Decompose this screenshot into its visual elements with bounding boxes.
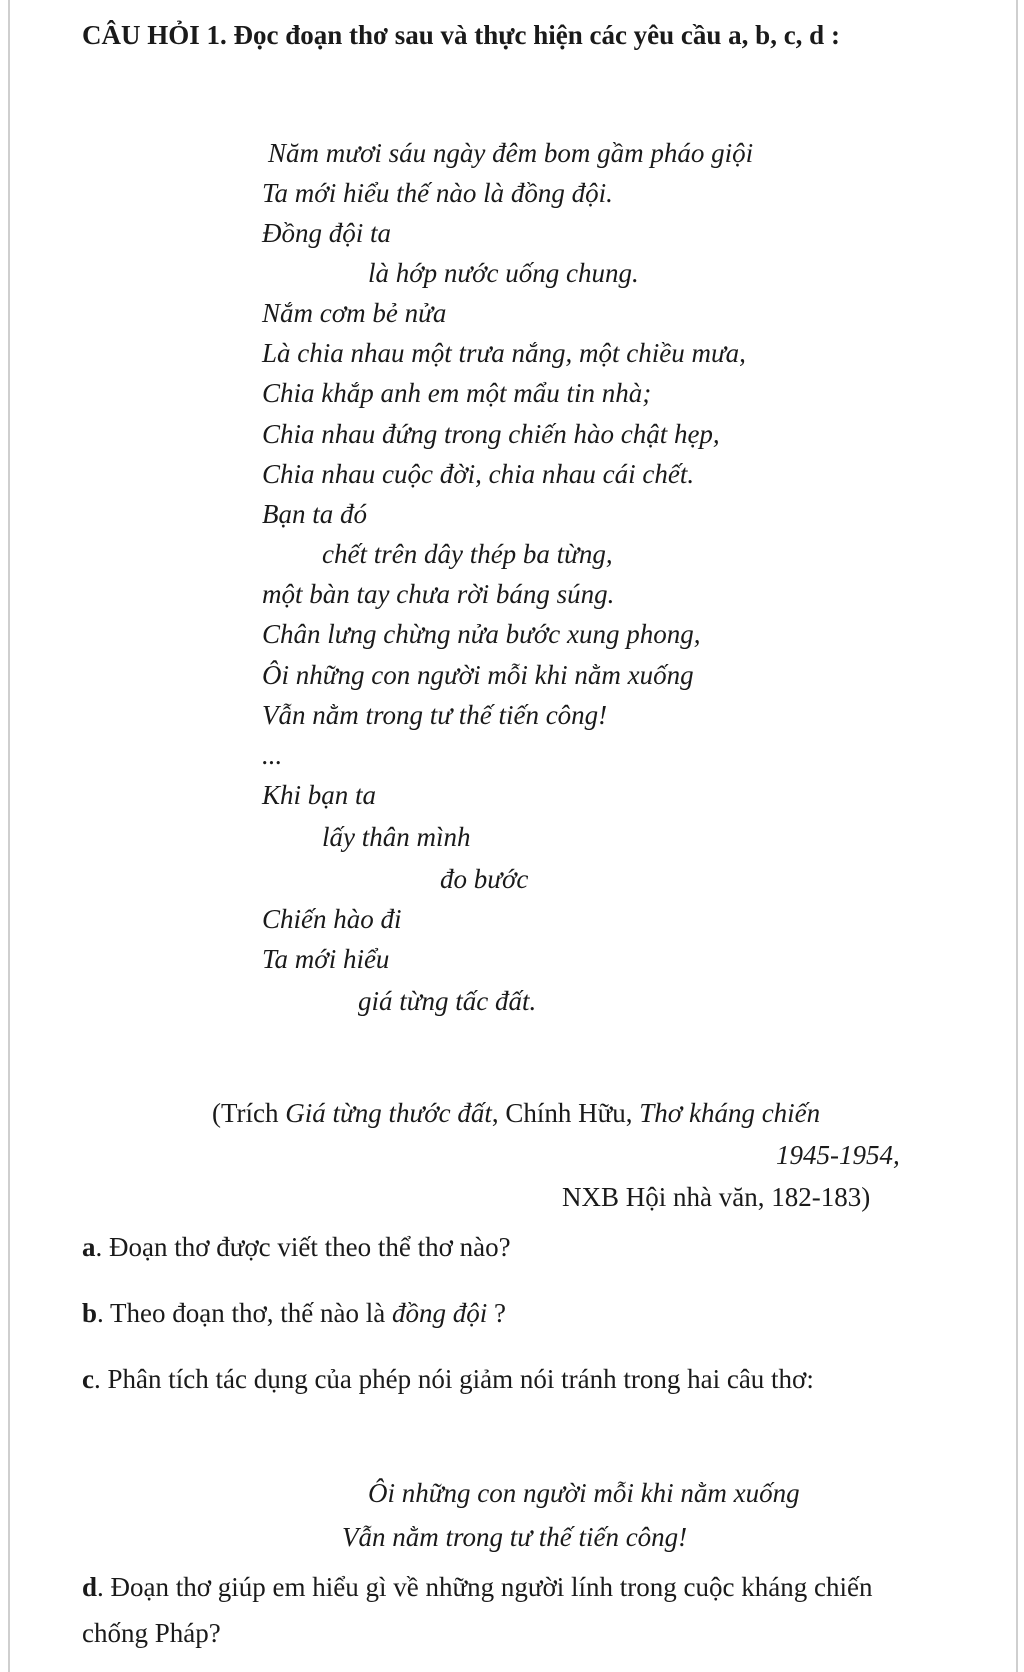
question-b-text-end: ? <box>487 1298 506 1328</box>
question-c-label: c <box>82 1364 94 1394</box>
citation-years: 1945-1954, <box>776 1140 900 1170</box>
poem-line: Bạn ta đó <box>262 499 367 529</box>
poem-ellipsis: ... <box>262 740 283 770</box>
question-c-text: . Phân tích tác dụng của phép nói giảm nói tránh trong hai câu thơ: <box>93 1364 814 1394</box>
poem-line: đo bước <box>440 864 529 894</box>
poem-line: chết trên dây thép ba từng, <box>322 539 613 569</box>
question-a <box>82 1224 942 1270</box>
question-heading: CÂU HỎI 1. Đọc đoạn thơ sau và thực hiện các yêu cầu a, b, c, d : <box>82 20 840 50</box>
poem-line: Năm mươi sáu ngày đêm bom gầm pháo giội <box>268 138 754 168</box>
poem-line: Chia nhau đứng trong chiến hào chật hẹp, <box>262 419 720 449</box>
question-c <box>82 1356 942 1402</box>
question-d <box>82 1564 942 1656</box>
question-b <box>82 1290 942 1336</box>
poem-line: lấy thân mình <box>322 822 471 852</box>
question-b-text: . Theo đoạn thơ, thế nào là <box>97 1298 392 1328</box>
citation-work-title: Giá từng thước đất <box>285 1098 492 1128</box>
poem-line: Nắm cơm bẻ nửa <box>262 298 447 328</box>
citation-publisher: NXB Hội nhà văn, 182-183) <box>562 1182 871 1212</box>
poem-line: Ta mới hiểu thế nào là đồng đội. <box>262 178 613 208</box>
question-b-emphasis: đồng đội <box>392 1298 488 1328</box>
poem-line: Là chia nhau một trưa nắng, một chiều mưa, <box>262 338 746 368</box>
question-b-label: b <box>82 1298 98 1328</box>
question-d-text: . Đoạn thơ giúp em hiểu gì về những người lính trong cuộc kháng chiến chống Pháp? <box>82 1572 873 1648</box>
poem-line: Chia nhau cuộc đời, chia nhau cái chết. <box>262 459 695 489</box>
poem-line: giá từng tấc đất. <box>358 986 537 1016</box>
poem-line: Vẫn nằm trong tư thế tiến công! <box>262 700 608 730</box>
quoted-verse-line: Vẫn nằm trong tư thế tiến công! <box>342 1522 688 1552</box>
poem-line: Đồng đội ta <box>262 218 392 248</box>
question-a-text: . Đoạn thơ được viết theo thể thơ nào? <box>95 1232 511 1262</box>
citation-collection: Thơ kháng chiến <box>639 1098 821 1128</box>
poem-line: Khi bạn ta <box>262 780 377 810</box>
citation-author: , Chính Hữu, <box>491 1098 640 1128</box>
poem-line: Chia khắp anh em một mẩu tin nhà; <box>262 378 652 408</box>
question-a-label: a <box>82 1232 96 1262</box>
citation-line-1 <box>212 1098 820 1128</box>
citation-open: (Trích <box>212 1098 286 1128</box>
question-d-label: d <box>82 1572 98 1602</box>
poem-line: Chân lưng chừng nửa bước xung phong, <box>262 619 701 649</box>
quoted-verse-line: Ôi những con người mỗi khi nằm xuống <box>368 1478 800 1508</box>
poem-line: Ôi những con người mỗi khi nằm xuống <box>262 660 694 690</box>
poem-line: là hớp nước uống chung. <box>368 258 639 288</box>
poem-line: Chiến hào đi <box>262 904 402 934</box>
poem-line: một bàn tay chưa rời báng súng. <box>262 579 615 609</box>
poem-line: Ta mới hiểu <box>262 944 390 974</box>
page-frame <box>8 0 1018 1672</box>
